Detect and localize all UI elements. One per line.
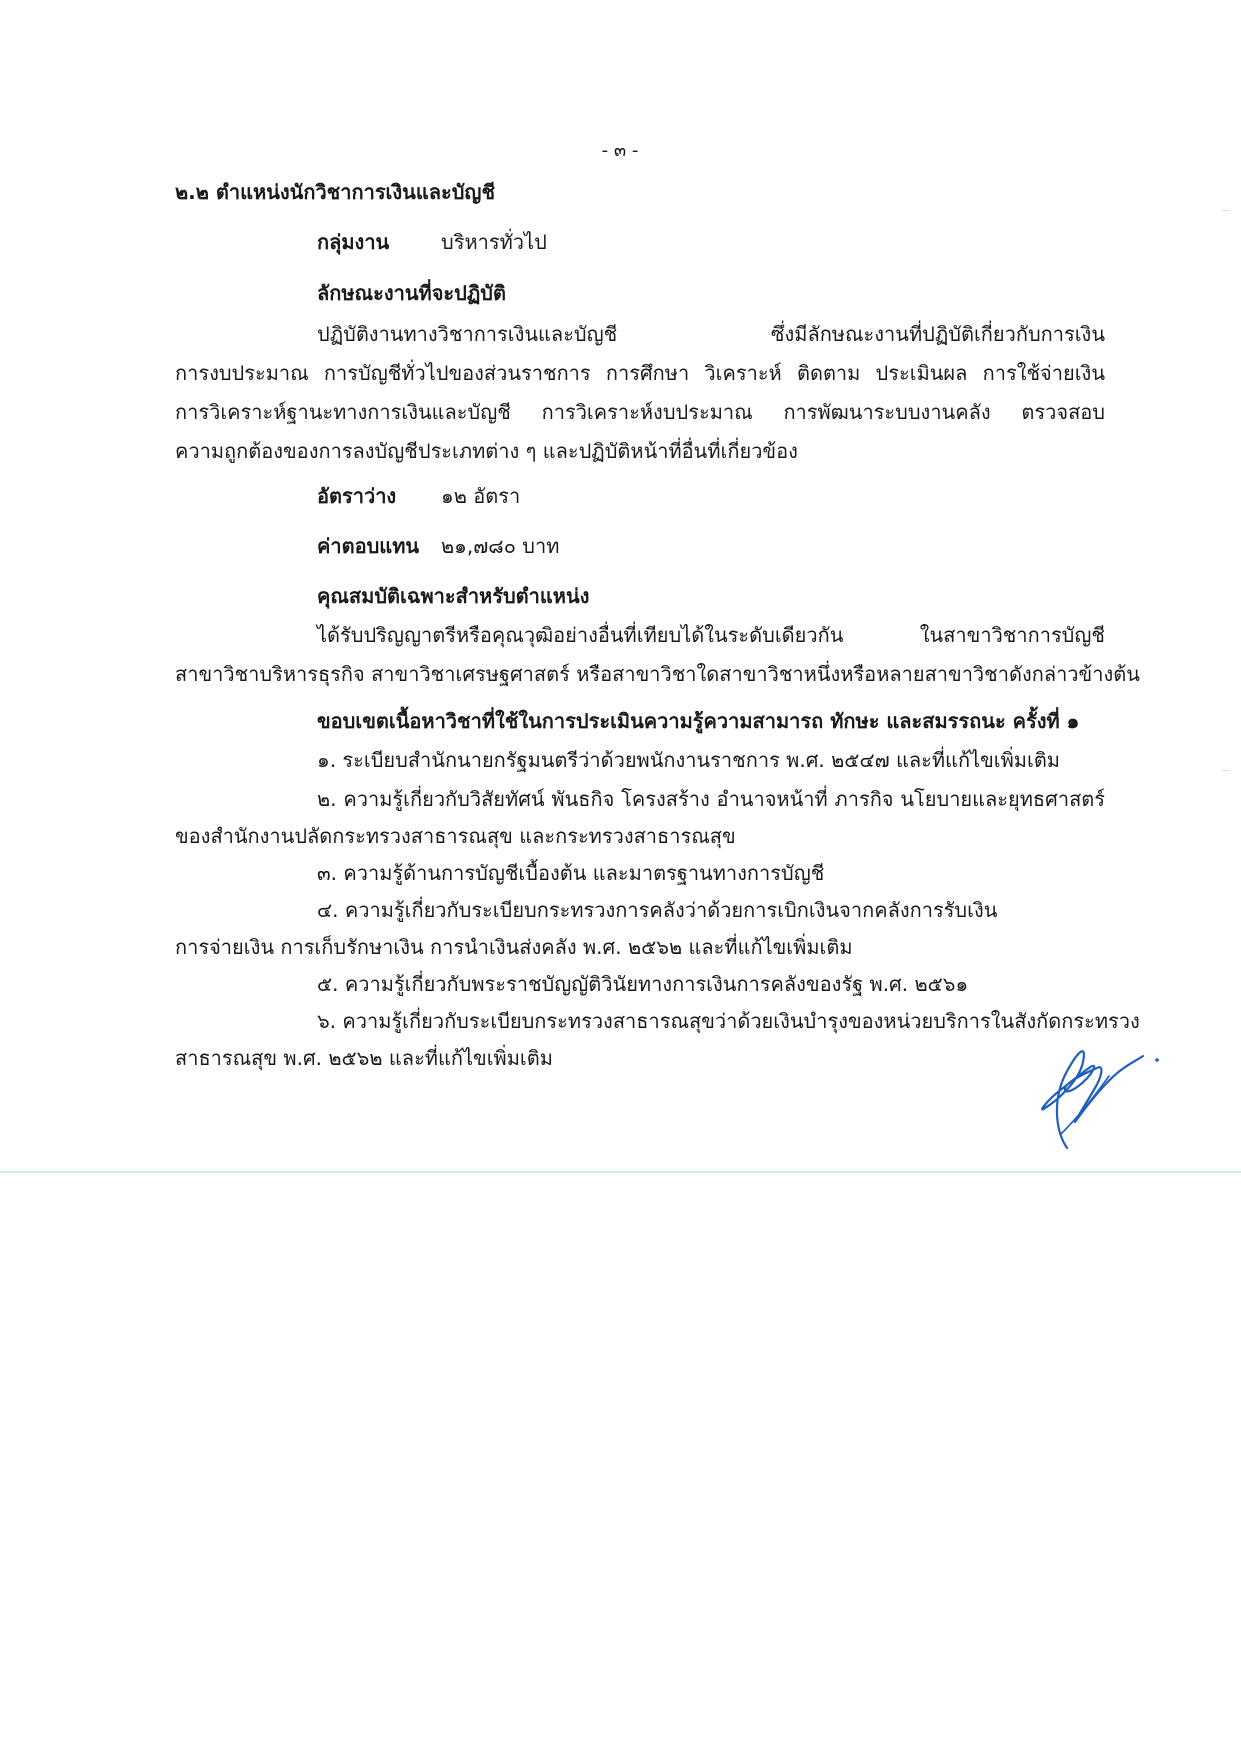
- salary-value: ๒๑,๗๘๐ บาท: [441, 534, 560, 558]
- scope-heading: ขอบเขตเนื้อหาวิชาที่ใช้ในการประเมินความรู้ความสามารถ ทักษะ และสมรรถนะ ครั้งที่ ๑: [317, 709, 1080, 733]
- job-nature-line: การวิเคราะห์ฐานะทางการเงินและบัญชี การวิเคราะห์งบประมาณ การพัฒนาระบบงานคลัง ตรวจสอบ: [175, 400, 1105, 424]
- job-nature-line: ความถูกต้องของการลงบัญชีประเภทต่าง ๆ และปฏิบัติหน้าที่อื่นที่เกี่ยวข้อง: [175, 439, 798, 463]
- qualifications-line: สาขาวิชาบริหารธุรกิจ สาขาวิชาเศรษฐศาสตร์ หรือสาขาวิชาใดสาขาวิชาหนึ่งหรือหลายสาขาวิชาดังกล่าวข้างต้น: [175, 662, 1140, 686]
- horizontal-rule: [0, 1171, 1241, 1173]
- qualifications-line: ได้รับปริญญาตรีหรือคุณวุฒิอย่างอื่นที่เทียบได้ในระดับเดียวกัน ในสาขาวิชาการบัญชี: [317, 623, 1105, 647]
- scan-edge-mark: [1222, 770, 1230, 771]
- scan-edge-mark: [1222, 210, 1230, 211]
- salary-label: ค่าตอบแทน: [317, 534, 420, 558]
- scope-item: ของสำนักงานปลัดกระทรวงสาธารณสุข และกระทรวงสาธารณสุข: [175, 824, 736, 848]
- group-value: บริหารทั่วไป: [441, 230, 547, 254]
- group-label: กลุ่มงาน: [317, 230, 390, 254]
- vacancy-value: ๑๒ อัตรา: [441, 484, 521, 508]
- scope-item: ๒. ความรู้เกี่ยวกับวิสัยทัศน์ พันธกิจ โครงสร้าง อำนาจหน้าที่ ภารกิจ นโยบายและยุทธศาสตร์: [317, 787, 1105, 811]
- scope-item: สาธารณสุข พ.ศ. ๒๕๖๒ และที่แก้ไขเพิ่มเติม: [175, 1046, 553, 1070]
- job-nature-heading: ลักษณะงานที่จะปฏิบัติ: [317, 281, 506, 305]
- page-number: - ๓ -: [601, 140, 639, 161]
- section-title: ๒.๒ ตำแหน่งนักวิชาการเงินและบัญชี: [175, 180, 496, 204]
- job-nature-line: ปฏิบัติงานทางวิชาการเงินและบัญชี ซึ่งมีลักษณะงานที่ปฏิบัติเกี่ยวกับการเงิน: [317, 322, 1105, 346]
- signature: [1025, 1030, 1175, 1165]
- scope-item: ๓. ความรู้ด้านการบัญชีเบื้องต้น และมาตรฐานทางการบัญชี: [317, 861, 825, 885]
- scope-item: ๖. ความรู้เกี่ยวกับระเบียบกระทรวงสาธารณสุขว่าด้วยเงินบำรุงของหน่วยบริการในสังกัดกระทรวง: [317, 1009, 1140, 1033]
- scope-item: ๔. ความรู้เกี่ยวกับระเบียบกระทรวงการคลังว่าด้วยการเบิกเงินจากคลังการรับเงิน: [317, 898, 998, 922]
- scope-item: การจ่ายเงิน การเก็บรักษาเงิน การนำเงินส่งคลัง พ.ศ. ๒๕๖๒ และที่แก้ไขเพิ่มเติม: [175, 935, 853, 959]
- job-nature-line: การงบประมาณ การบัญชีทั่วไปของส่วนราชการ การศึกษา วิเคราะห์ ติดตาม ประเมินผล การใช้จ่ายเงิน: [175, 361, 1105, 385]
- scope-item: ๕. ความรู้เกี่ยวกับพระราชบัญญัติวินัยทางการเงินการคลังของรัฐ พ.ศ. ๒๕๖๑: [317, 972, 969, 996]
- scope-item: ๑. ระเบียบสำนักนายกรัฐมนตรีว่าด้วยพนักงานราชการ พ.ศ. ๒๕๔๗ และที่แก้ไขเพิ่มเติม: [317, 748, 1060, 772]
- qualifications-heading: คุณสมบัติเฉพาะสำหรับตำแหน่ง: [317, 584, 590, 608]
- vacancy-label: อัตราว่าง: [317, 484, 397, 508]
